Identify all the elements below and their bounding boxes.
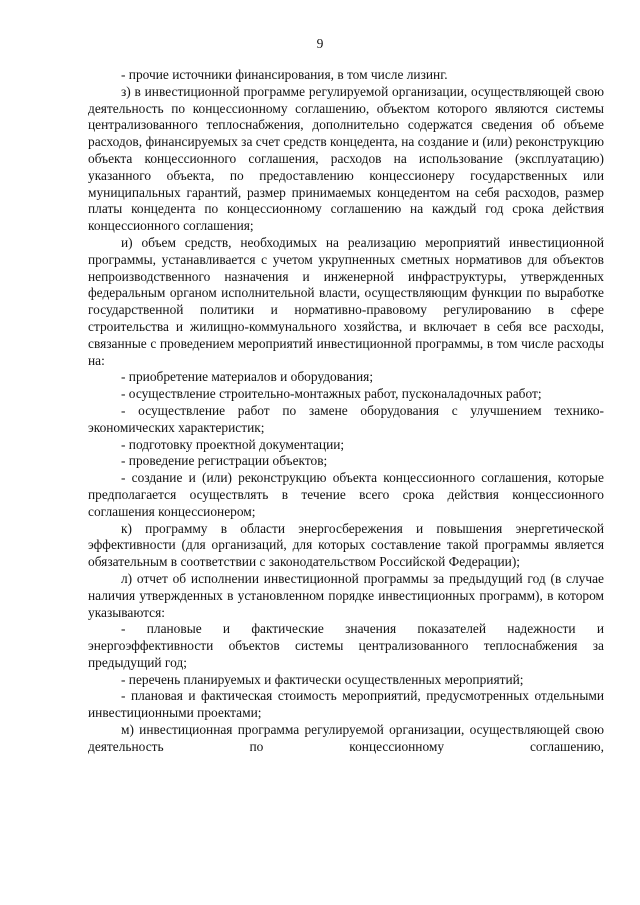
page-number: 9 xyxy=(316,36,324,51)
list-item-construction-works: - осуществление строительно-монтажных работ, пусконаладочных работ; xyxy=(121,386,542,402)
list-item-equipment-replacement: - осуществление работ по замене оборудования с улучшением технико-экономических характеристик; xyxy=(88,402,604,435)
list-item-materials: - приобретение материалов и оборудования; xyxy=(121,369,374,385)
list-item-project-documentation: - подготовку проектной документации; xyxy=(121,436,345,452)
list-item-measures-cost: - плановая и фактическая стоимость мероприятий, предусмотренных отдельными инвестиционными проектами; xyxy=(88,688,604,721)
paragraph-i-funds-volume: и) объем средств, необходимых на реализацию мероприятий инвестиционной программы, устанавливается с учетом укрупненных сметных нормативов для объектов непроизводственного назначения и инженерной инфраструктуры, утвержденных федеральным органом исполнительной власти, осуществляющим функции по выработке государственной политики и нормативно-правовому регулированию в сфере строительства и жилищно-коммунального хозяйства, и включает в себя все расходы, связанные с проведением мероприятий инвестиционной программы, в том числе расходы на: xyxy=(88,234,604,368)
list-item-concession-object: - создание и (или) реконструкцию объекта концессионного соглашения, которые предполагается осуществлять в течение всего срока действия концессионного соглашения концессионером; xyxy=(88,470,604,519)
paragraph-k-energy-saving: к) программу в области энергосбережения и повышения энергетической эффективности (для организаций, для которых составление такой программы является обязательным в соответствии с законодательством Российской Федерации); xyxy=(88,520,604,570)
paragraph-z-concession: з) в инвестиционной программе регулируемой организации, осуществляющей свою деятельность по концессионному соглашению, объектом которого являются системы централизованного теплоснабжения, дополнительно содержатся сведения об объеме расходов, финансируемых за счет средств концедента, на создание и (или) реконструкцию объекта концессионного соглашения, расходов на использование (эксплуатацию) указанного объекта, по предоставлению концессионеру государственных или муниципальных гарантий, размер принимаемых концедентом на себя расходов, размер платы концедента по концессионному соглашению на каждый год срока действия концессионного соглашения; xyxy=(88,83,604,234)
list-item-object-registration: - проведение регистрации объектов; xyxy=(121,453,328,469)
document-body xyxy=(88,67,604,756)
paragraph-m-investment-program: м) инвестиционная программа регулируемой организации, осуществляющей свою деятельность по концессионному соглашению, xyxy=(88,722,604,754)
list-item-measures-list: - перечень планируемых и фактически осуществленных мероприятий; xyxy=(121,671,524,687)
paragraph-financing-sources: - прочие источники финансирования, в том числе лизинг. xyxy=(121,67,448,82)
list-item-indicators: - плановые и фактические значения показателей надежности и энергоэффективности объектов системы централизованного теплоснабжения за предыдущий год; xyxy=(88,621,604,670)
paragraph-l-report: л) отчет об исполнении инвестиционной программы за предыдущий год (в случае наличия утвержденных в установленном порядке инвестиционных программ), в котором указываются: xyxy=(88,570,604,620)
